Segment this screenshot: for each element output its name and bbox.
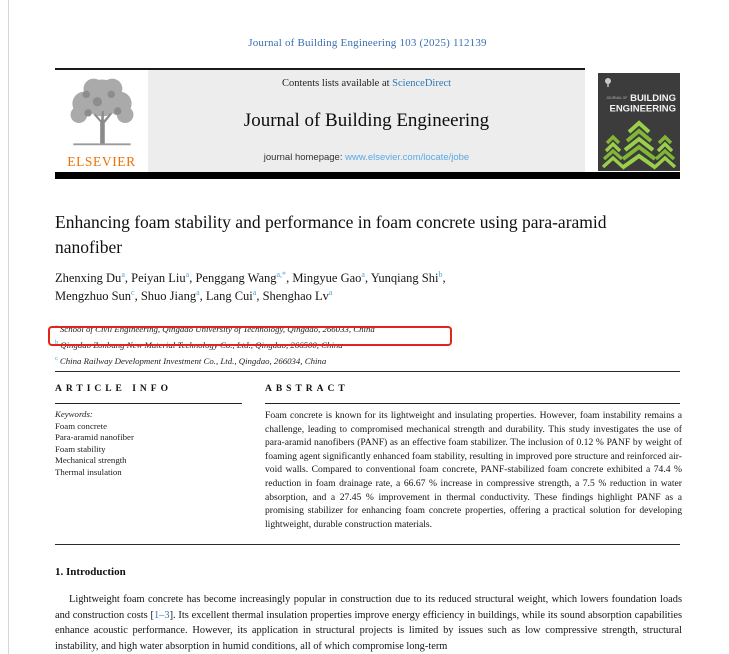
- svg-text:JOURNAL OF: JOURNAL OF: [606, 96, 628, 100]
- keywords-block: [55, 409, 245, 479]
- author: Shenghao Lv$^a$: [262, 287, 333, 304]
- elsevier-logo: [55, 70, 148, 172]
- author-affil-sup[interactable]: c: [131, 287, 135, 297]
- keywords-label: Keywords:: [55, 409, 93, 419]
- author: Mengzhuo Sun$^c$,: [55, 287, 141, 304]
- journal-cover-thumbnail: [598, 73, 680, 171]
- author-affil-sup[interactable]: a: [121, 269, 125, 279]
- keyword: Foam stability: [55, 443, 106, 454]
- citation-link[interactable]: 1–3: [153, 609, 170, 621]
- article-title: Enhancing foam stability and performance in foam concrete using para-aramid nanofiber: [55, 212, 607, 257]
- affiliation-a: $^a$ School of Civil Engineering, Qingdao University of Technology, Qingdao, 266033, China: [55, 323, 375, 334]
- elsevier-wordmark: ELSEVIER: [67, 154, 136, 169]
- author: Mingyue Gao$^a$,: [292, 269, 371, 285]
- affil-sup: b: [55, 338, 59, 346]
- journal-header: [55, 70, 585, 172]
- keyword: Foam concrete: [55, 420, 108, 431]
- introduction-paragraph: Lightweight foam concrete has become increasingly popular in construction due to its reduced structural weight, which lowers foundation loads and construction costs [1–3]. Its excellent thermal insulation properties improve energy efficiency in buildings, while its sound absorption capabilities enhance acoustic performance. However, its application in structural projects is limited by issues such as low compressive strength, structural instability, and high water absorption in humid conditions, all of which compromise long-term: [55, 594, 682, 652]
- author-affil-sup[interactable]: a: [185, 269, 190, 279]
- sciencedirect-link[interactable]: ScienceDirect: [392, 78, 452, 89]
- header-bottom-bar: [55, 172, 680, 179]
- elsevier-tree-icon: [60, 74, 144, 153]
- author: Shuo Jiang$^a$,: [140, 287, 206, 304]
- journal-citation-header: Journal of Building Engineering 103 (2025) 112139: [248, 37, 487, 49]
- affiliation-b: $^b$ Qingdao Zonbang New Material Technology Co., Ltd., Qingdao, 266500, China: [55, 338, 343, 350]
- author-affil-sup[interactable]: a,*: [276, 269, 287, 279]
- svg-text:BUILDING: BUILDING: [630, 93, 676, 104]
- author-affil-sup[interactable]: a: [196, 287, 200, 297]
- author-list: [55, 269, 677, 305]
- author: Penggang Wang$^{a,*}$,: [195, 269, 293, 285]
- contents-line: Contents lists available at ScienceDirect: [281, 78, 452, 89]
- journal-banner: [148, 70, 585, 172]
- journal-title: Journal of Building Engineering: [243, 109, 490, 131]
- author-affil-sup[interactable]: a: [361, 269, 365, 279]
- article-info-rule: [55, 403, 242, 404]
- divider-rule: [55, 544, 680, 545]
- author-affil-sup[interactable]: a: [252, 287, 257, 297]
- keyword: Mechanical strength: [55, 455, 127, 466]
- page-left-edge: [8, 0, 9, 654]
- author-affil-sup[interactable]: a: [328, 287, 333, 297]
- author-affil-sup[interactable]: b: [438, 269, 443, 279]
- affil-sup: c: [55, 354, 58, 362]
- affil-sup: a: [55, 323, 58, 330]
- author: Peiyan Liu$^a$,: [131, 269, 196, 285]
- affiliation-list: [55, 320, 677, 368]
- section-heading-introduction: 1. Introduction: [55, 566, 126, 578]
- affiliation-c: $^c$ China Railway Development Investment Co., Ltd., Qingdao, 266034, China: [55, 354, 327, 366]
- author: Yunqiang Shi$^b$,: [370, 269, 446, 285]
- journal-homepage-link[interactable]: www.elsevier.com/locate/jobe: [345, 152, 470, 163]
- article-info-heading: ARTICLE INFO: [55, 384, 172, 394]
- author: Zhenxing Du$^a$,: [55, 269, 132, 285]
- abstract-rule: [265, 403, 680, 404]
- abstract-heading: ABSTRACT: [265, 384, 349, 394]
- author: Lang Cui$^a$,: [205, 287, 263, 304]
- homepage-line: journal homepage: www.elsevier.com/locate/jobe: [263, 152, 470, 163]
- keyword: Thermal insulation: [55, 466, 122, 477]
- divider-rule: [55, 371, 680, 372]
- abstract-text: Foam concrete is known for its lightweight and insulating properties. However, foam instability remains a challenge, leading to compromised mechanical strength and durability. This study investigates the use of para-aramid nanofibers (PANF) as an effective foam stabilizer. The inclusion of 0.12 % PANF by weight of foaming agent significantly enhanced foam stability, resulting in improved pore structure and reinforced air-void walls. Compared to conventional foam concrete, PANF-stabilized foam concrete exhibited a 74.4 % reduction in foam drainage rate, a 66.67 % increase in compressive strength, a 7.5 % reduction in water absorption, and a 27.45 % improvement in thermal conductivity. These findings highlight PANF as a promising stabilizer for enhancing foam concrete properties, offering a practical solution for developing lightweight, durable construction materials.: [265, 410, 682, 530]
- svg-text:ENGINEERING: ENGINEERING: [609, 103, 676, 115]
- keyword: Para-aramid nanofiber: [55, 432, 134, 443]
